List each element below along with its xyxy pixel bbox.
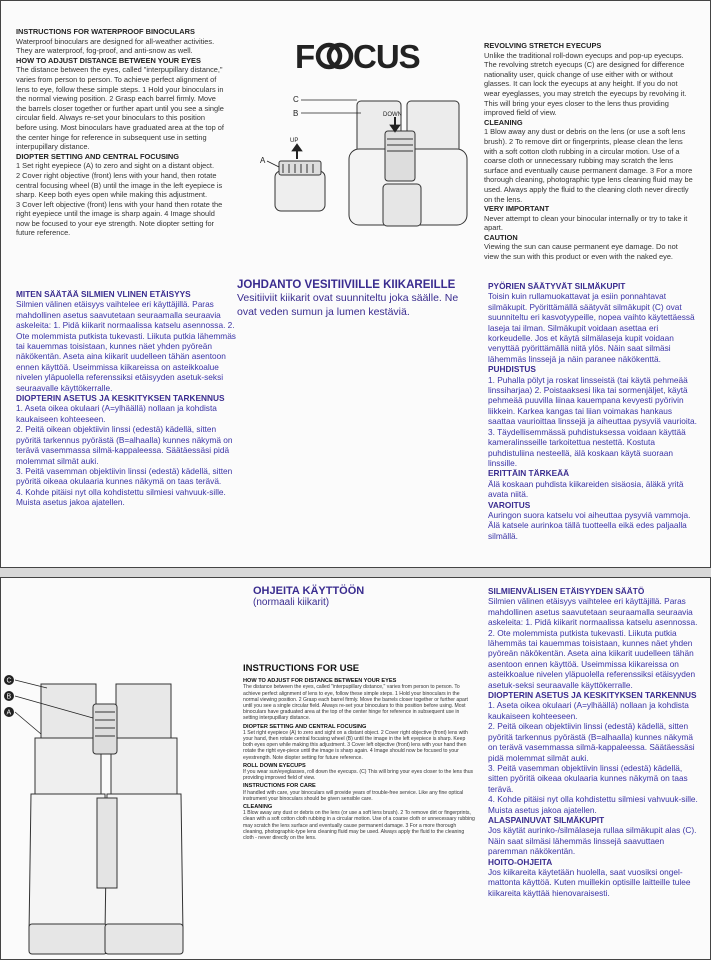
section-heading: ALASPAINUVAT SILMÄKUPIT bbox=[488, 814, 605, 825]
section-heading: DIOPTERIN ASETUS JA KESKITYKSEN TARKENNUS bbox=[488, 690, 697, 701]
callout-b bbox=[4, 691, 14, 701]
section-text: 1 Blow away any dust or debris on the lens (or use a soft lens brush). 2 To remove dirt or fingerprints, please clean the lens with a soft cotton cloth rubbing in a circular motion. Use of a coarse cloth or unnecessary rubbing may scratch the lens surface and eventually cause permanent damage. 3 For a more thorough cleaning, photographic type lens cleaning fluid may be used. Always apply the fluid to the cleaning cloth never directly on the lens. bbox=[484, 127, 693, 204]
section-heading: INSTRUCTIONS FOR CARE bbox=[243, 783, 316, 790]
section-heading: ERITTÄIN TÄRKEÄÄ bbox=[488, 468, 570, 479]
section-heading: REVOLVING STRETCH EYECUPS bbox=[484, 41, 602, 50]
callout-b-label: B bbox=[6, 693, 12, 701]
instructions-for-use-en bbox=[243, 664, 475, 841]
fi-eyecups-care bbox=[488, 281, 698, 541]
section-heading: VAROITUS bbox=[488, 499, 531, 510]
section-heading: MITEN SÄÄTÄÄ SILMIEN VLINEN ETÄISYYS bbox=[16, 289, 191, 299]
label-a: A bbox=[260, 156, 266, 165]
fi-usage-instructions bbox=[488, 586, 700, 898]
brand-logo bbox=[291, 37, 421, 73]
section-text: Toisin kuin rullamuokattavat ja esiin ponnahtavat silmäkupit. Pyörittämällä säätyvät silmäkupit (C) ovat suunniteltu eri kasvotyypeille, nopea vaihto käytettäessä laseja tai ilman. Silmäkupit voidaan asettaa eri korkeudelle. Jos et käytä silmälaseja kupit voidaan venyttää pyörittämällä niitä ylös. Näin saat silmäsi lähemmäs linssejä ja näin paranee näkökenttä. bbox=[488, 291, 695, 364]
label-c: C bbox=[293, 95, 299, 104]
focus-logo bbox=[291, 37, 421, 73]
section-heading: CAUTION bbox=[484, 232, 518, 242]
svg-text:F: F bbox=[295, 38, 315, 73]
section-heading: DIOPTER SETTING AND CENTRAL FOCUSING bbox=[16, 151, 180, 161]
fi-usage-heading: OHJEITA KÄYTTÖÖN bbox=[253, 585, 365, 597]
section-text: 1 Set right eyepiece (A) to zero and sight on a distant object. 2 Cover right objective (front) lens with your hand, then rotate central focusing wheel (B) until the image in the left eyepiece is sharp. Keep both eyes open while making this adjustment. 3 Cover left objective (front) lens with your hand then rotate the right eye-piece until the image is sharp again. 4 Image should now be focused to your eyestrength. Note diopter setting for future reference. bbox=[243, 729, 468, 761]
section-text: 1. Aseta oikea okulaari (A=ylhäällä) nollaan ja kohdista kaukaiseen kohteeseen. 2. Peitä oikean objektiivin linssi (edestä) kädellä, sitten pyöritä tarkennus pyörästä (B=alhaalla) kunnes näkymä on terävä vasemmassa silmä-kappaleessa. Säätäessäsi pidä molemmat silmät auki. 3. Peitä vasemman objektiivin linssi (edestä) kädellä, sitten pyöritä oikeaa okulaaria kunnes näkymä on taas terävä. 4. Kohde pitäisi nyt olla kohdistettu silmiesi vahvuuk-sille. Muista asetus jakoa ajatellen. bbox=[16, 403, 233, 508]
section-heading: HOW TO ADJUST FOR DISTANCE BETWEEN YOUR EYES bbox=[243, 678, 397, 685]
fi-waterproof-title-block bbox=[16, 289, 236, 508]
section-text: If handled with care, your binoculars will provide years of trouble-free service. Like any fine optical instrument your binoculars should be given sensible care. bbox=[243, 789, 464, 802]
section-text: Älä koskaan puhdista kiikareiden sisäosia, äläkä yritä avata niitä. bbox=[488, 478, 684, 500]
section-text: Jos kiikareita käytetään huolella, saat vuosiksi ongel-mattonta käyttöä. Kuten muillekin optisille laitteille tulee kiikareita käyttää hienovaraisesti. bbox=[488, 866, 691, 898]
label-up: UP bbox=[290, 138, 299, 144]
section-heading: DIOPTER SETTING AND CENTRAL FOCUSING bbox=[243, 723, 367, 730]
label-b: B bbox=[293, 109, 299, 118]
section-text: If you wear sun/eyeglasses, roll down the eyecups. (C) This will bring your eyes closer to the lens thus providing improved field of view. bbox=[243, 769, 474, 782]
section-heading: PUHDISTUS bbox=[488, 364, 536, 375]
section-heading: SILMIENVÄLISEN ETÄISYYDEN SÄÄTÖ bbox=[488, 586, 645, 596]
instructions-waterproof-en bbox=[16, 27, 224, 238]
fi-usage-subheading: (normaali kiikarit) bbox=[253, 597, 330, 608]
section-heading: VERY IMPORTANT bbox=[484, 204, 550, 214]
section-text: The distance between the eyes, called "interpupillary distance," varies from person to person. To achieve perfect alignment of lens to eye, follow these simple steps. 1 Hold your binoculars in the normal viewing position. 2 Grasp each barrel firmly. Move the barrels closer together or further apart until you see a single circular field. Always re-set your binoculars to this position before using. Most binoculars have graduated area at the top of the center hinge for reference in subsequent use in setting interpupillary distance. bbox=[243, 684, 468, 722]
fi-intro-heading: JOHDANTO VESITIIVIILLE KIIKAREILLE bbox=[237, 279, 456, 291]
section-heading: INSTRUCTIONS FOR USE bbox=[243, 663, 360, 674]
section-text: Unlike the traditional roll-down eyecups and pop-up eyecups. The revolving stretch eyecups (C) are designed for difference nationality user, quick change of use either with or without glasses. It can lock the eyecups at any height. If you do not wear eyeglasses, you may stretch the eyecups by revolving it. This will bring your eyes closer to the lens thus providing improved field of view. bbox=[484, 50, 687, 118]
section-text: Silmien välinen etäisyys vaihtelee eri käyttäjillä. Paras mahdollinen asetus saavutetaan seuraamalla seuraavia askeleita: 1. Pidä kiikarit normaalissa katselu asennossa. 2. Ote molemmista putkista tukevasti. Liikuta putkia lähemmäs tai kauemmas toisistaan, kunnes näet yhden pyöreän näkökentän. Aseta aina kiikarit uudelleen tähän asentoon ennen käyttöä. Useimmissa kiikareissa on asteikkoalue nivelen yläpuolella referenssiksi etäisyyden asetuk-seksi seuraavalle käyttökerralle. bbox=[16, 299, 236, 393]
section-heading: CLEANING bbox=[484, 117, 523, 127]
section-text: 1 Set right eyepiece (A) to zero and sight on a distant object. 2 Cover right objective (front) lens with your hand, then rotate central focusing wheel (B) until the image in the left eyepiece is sharp. Keep both eyes open while making this adjustment. 3 Cover left objective (front) lens with your hand then rotate the right eyepiece until the image is sharp again. 4 Image should now be focused to your eye strength. Note diopter setting for future reference. bbox=[16, 161, 223, 238]
section-text: Jos käytät aurinko-/silmälaseja rullaa silmäkupit alas (C). Näin saat silmäsi lähemmäs linssejä saavuttaen paremman näkökentän. bbox=[488, 825, 697, 857]
section-heading: CLEANING bbox=[243, 804, 273, 811]
label-down: DOWN bbox=[383, 112, 402, 118]
callout-c bbox=[4, 675, 14, 685]
section-text: Auringon suora katselu voi aiheuttaa pysyviä vammoja. Älä katsele aurinkoa tällä tuotteella eikä edes paljaalla silmällä. bbox=[488, 509, 691, 541]
section-heading: PYÖRIEN SÄÄTYVÄT SILMÄKUPIT bbox=[488, 281, 626, 291]
eyecups-care-en bbox=[484, 41, 694, 262]
fi-intro-waterproof bbox=[237, 279, 473, 319]
fi-intro-text: Vesitiiviit kiikarit ovat suunniteltu joka säälle. Ne ovat veden sumun ja lumen kestäviä. bbox=[237, 292, 459, 318]
fi-usage-title bbox=[253, 585, 453, 608]
section-heading: INSTRUCTIONS FOR WATERPROOF BINOCULARS bbox=[16, 27, 195, 36]
section-heading: DIOPTERIN ASETUS JA KESKITYKSEN TARKENNUS bbox=[16, 393, 225, 404]
section-text: 1 Blow away any dust or debris on the lens (or use a soft lens brush). 2 To remove dirt or fingerprints, clean with a soft cotton cloth rubbing in a circular motion. Use of a coarse cloth or unnecessary rubbing may scratch the lens surface and eventually cause permanent damage. 3 For a more thorough cleaning, photographic-type lens cleaning fluid may be used. Always apply the fluid to the cleaning cloth - never directly on the lens. bbox=[243, 810, 475, 842]
section-text: 1. Puhalla pölyt ja roskat linsseistä (tai käytä pehmeää linssiharjaa) 2. Poistaaksesi lika tai sormenjäljet, käytä pehmeää puuvilla liinaa kauempana kevyesti pyörivin liikkein. Karkea kangas tai liian voimakas hankaus saattaa vaurioittaa linssejä ja aiheuttaa pysyviä vaurioita. 3. Täydellisemmässä puhdistuksessa voidaan käyttää kameralinsseille tarkoitettua nestettä. Kostuta puhdistuliina nesteellä, älä koskaan käytä suoraan linssille. bbox=[488, 374, 697, 468]
callout-a-label: A bbox=[6, 709, 12, 717]
manual-sheet-bottom bbox=[0, 577, 711, 960]
section-heading: ROLL DOWN EYECUPS bbox=[243, 762, 306, 769]
callout-a bbox=[4, 707, 14, 717]
section-heading: HOW TO ADJUST DISTANCE BETWEEN YOUR EYES bbox=[16, 55, 201, 65]
section-text: Never attempt to clean your binocular internally or try to take it apart. bbox=[484, 213, 688, 233]
section-text: The distance between the eyes, called "interpupillary distance," varies from person to person. To achieve perfect alignment of lens to eye, follow these simple steps. 1 Hold your binoculars in the normal viewing position. 2 Grasp each barrel firmly. Move the barrels closer together or further apart until you see a single circular field. Always re-set your binoculars to this position before using. Most binoculars have graduated area at the top of the center hinge for reference in subsequent use in setting interpupillary distance. bbox=[16, 65, 224, 152]
callout-c-label: C bbox=[6, 677, 12, 685]
svg-text:CUS: CUS bbox=[353, 38, 420, 73]
section-text: Waterproof binoculars are designed for all-weather activities. They are waterproof, fog-proof, and anti-snow as well. bbox=[16, 36, 215, 56]
section-heading: HOITO-OHJEITA bbox=[488, 856, 553, 867]
section-text: Silmien välinen etäisyys vaihtelee eri käyttäjillä. Paras mahdollinen asetus saavutetaan seuraamalla seuraavia askeleita: 1. Pidä kiikarit normaalissa katselu asennossa. 2. Ote molemmista putkista tukevasti. Liikuta putkia lähemmäs tai kauemmas toisistaan, kunnes näet yhden pyöreän näkökentän. Aseta aina kiikarit uudelleen tähän asentoon ennen käyttöä. Useimmissa kiikareissa on asteikkoalue nivelen yläpuolella referenssiksi etäisyyden asetuk-seksi seuraavalle käyttökerralle. bbox=[488, 596, 698, 690]
section-text: 1. Aseta oikea okulaari (A=ylhäällä) nollaan ja kohdista kaukaiseen kohteeseen. 2. Peitä oikean objektiivin linssi (edestä) kädellä, sitten pyöritä tarkennus pyörästä (B=alhaalla) kunnes näkymä on terävä vasemmassa silmä-kappaleessa. Säätäessäsi pidä molemmat silmät auki. 3. Peitä vasemman objektiivin linssi (edestä) kädellä, sitten pyöritä oikeaa okulaaria kunnes näkymä on taas terävä. 4. Kohde pitäisi nyt olla kohdistettu silmiesi vahvuuk-sille. Muista asetus jakoa ajatellen. bbox=[488, 700, 698, 815]
section-text: Viewing the sun can cause permanent eye damage. Do not view the sun with this product or even with the naked eye. bbox=[484, 242, 678, 262]
binocular-diagram-standard bbox=[1, 674, 227, 960]
binocular-diagram-waterproof bbox=[257, 89, 473, 231]
